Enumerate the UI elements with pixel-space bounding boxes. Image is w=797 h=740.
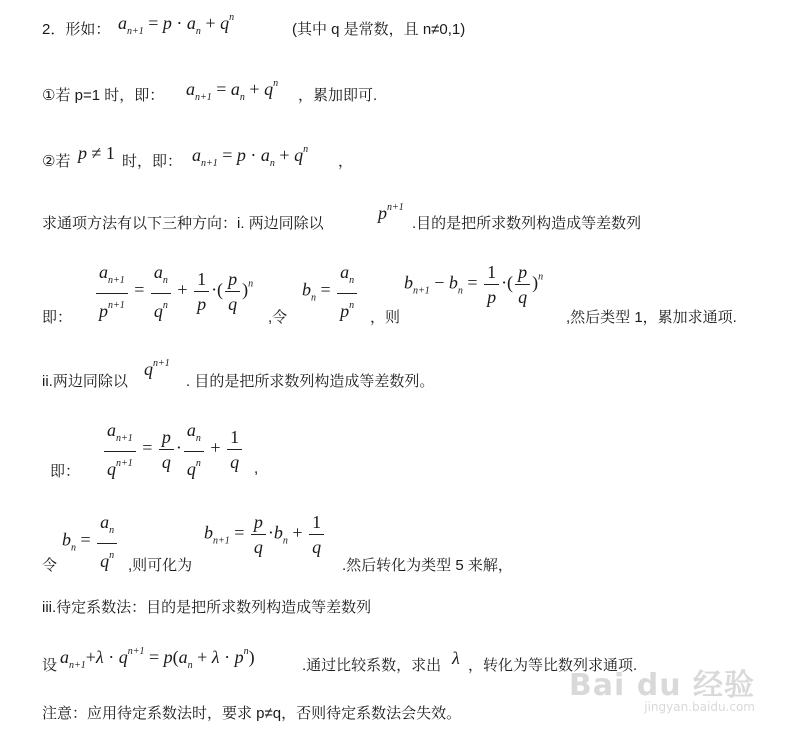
formula-p-neq-1: p ≠ 1 [78,143,115,163]
line-10-prefix: 设 [42,657,58,674]
line-3-prefix: ②若 [42,153,71,170]
formula-bn-def-q: $b_n$ = $\frac{a_n}{q^n}$ [62,512,119,571]
line-7-prefix: 即： [50,463,81,480]
line-10-tail: ，转化为等比数列求通项. [468,657,638,674]
line-11-text: 注意：应用待定系数法时，要求 p≠q，否则待定系数法会失效。 [42,705,462,722]
line-2-suffix: ，累加即可. [298,87,378,104]
formula-bn-linear: $b_{n+1}$ = $\frac{p}{q}$ $\cdot b_n$ + $\frac{1}{q}$ [204,512,326,557]
line-5-ze: ，则 [370,309,401,326]
formula-general: $a_{n+1} = p \cdot a_n + q^n$ [192,144,309,169]
baidu-watermark [569,660,755,714]
line-4-suffix: .目的是把所求数列构造成等差数列 [412,215,642,232]
line-4-text: 求通项方法有以下三种方向：i. 两边同除以 [42,215,324,232]
line-5-prefix: 即： [42,309,73,326]
line-2-prefix: ①若 p=1 时，即： [42,87,165,104]
line-3-mid: 时，即： [122,153,183,170]
formula-recurrence: $a_{n+1} = p \cdot a_n + q^n$ [118,12,235,37]
formula-bn-def-p: $b_n$ = $\frac{a_n}{p^n}$ [302,262,359,321]
formula-p-equals-1: $a_{n+1} = a_n + q^n$ [186,78,279,103]
formula-undetermined: $a_{n+1}+\lambda \cdot q^{n+1} = p(a_n + \lambda \cdot p^n)$ [60,646,255,671]
line-8-prefix: 令 [42,557,58,574]
line-10-suffix: .通过比较系数，求出 [302,657,442,674]
line-3-suffix: ， [338,153,354,170]
line-9-text: iii.待定系数法：目的是把所求数列构造成等差数列 [42,599,372,616]
line-1-prefix: 2．形如： [42,21,111,38]
line-6-prefix: ii.两边同除以 [42,373,128,390]
formula-divide-p: $\frac{a_{n+1}}{p^{n+1}}$ = $\frac{a_n}{q^n}$ + $\frac{1}{p}$ ·( $\frac{p}{q}$ )$^n$ [94,262,253,321]
line-5-ling: ,令 [268,309,288,326]
watermark-url: jingyan.baidu.com [644,700,755,714]
formula-bn-diff: $b_{n+1} - b_n$ = $\frac{1}{p}$ ·( $\frac{p}{q}$ )$^n$ [404,262,544,307]
line-7-suffix: , [254,460,259,477]
line-6-suffix: . 目的是把所求数列构造成等差数列。 [186,373,435,390]
watermark-logo: Bai du 经验 [568,668,755,703]
formula-p-power: $p^{n+1}$ [378,202,404,223]
line-5-suffix: ,然后类型 1，累加求通项. [566,309,737,326]
line-8-suffix: .然后转化为类型 5 来解， [342,557,513,574]
formula-q-power: $q^{n+1}$ [144,358,170,379]
line-8-mid: ,则可化为 [128,557,193,574]
formula-divide-q: $\frac{a_{n+1}}{q^{n+1}}$ = $\frac{p}{q}$ · $\frac{a_n}{q^n}$ + $\frac{1}{q}$ [102,420,244,479]
line-1-note: (其中 q 是常数，且 n≠0,1) [292,21,466,38]
formula-lambda: λ [452,648,460,668]
